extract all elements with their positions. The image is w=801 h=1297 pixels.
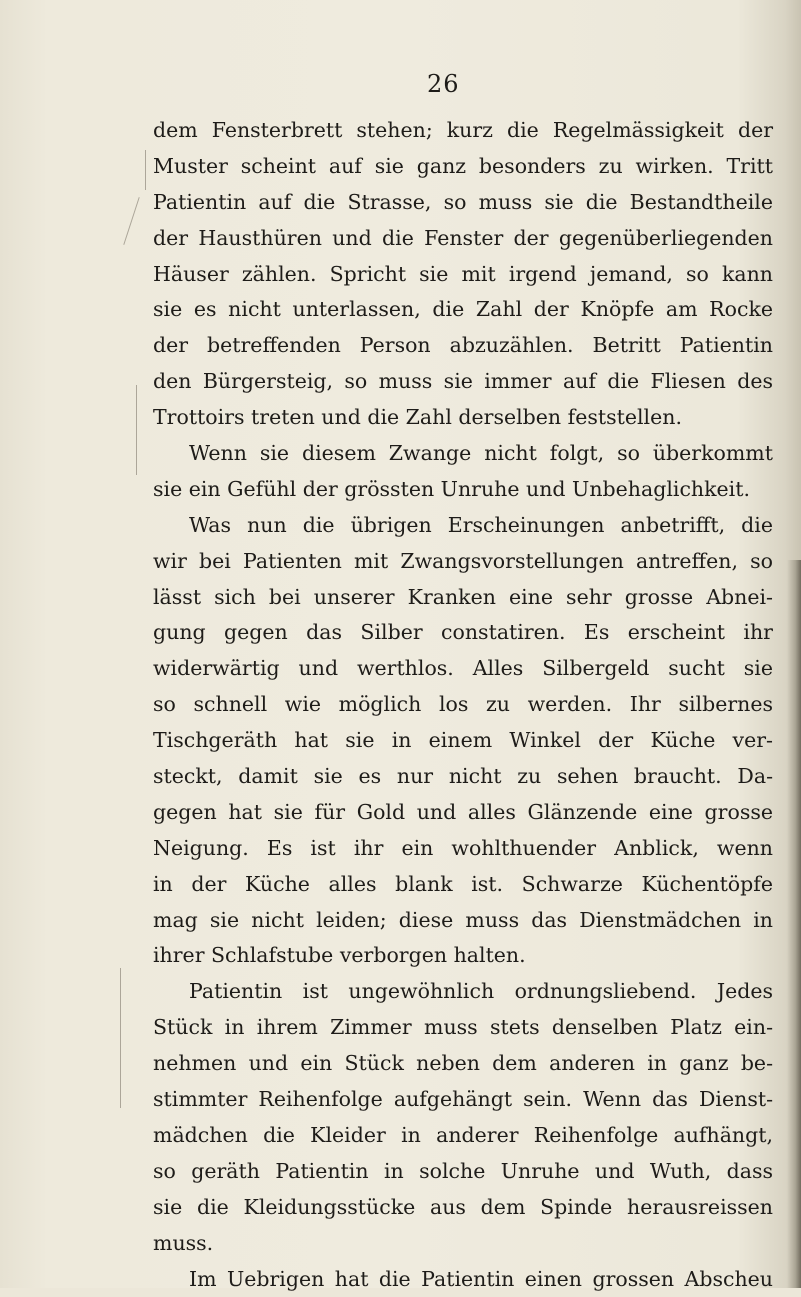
text-line: so geräth Patientin in solche Unruhe und Wuth, dass: [153, 1154, 773, 1190]
margin-pencil-mark: [120, 968, 121, 1108]
margin-pencil-mark: [123, 197, 139, 245]
text-line: sie ein Gefühl der grössten Unruhe und Unbehaglichkeit.: [153, 472, 773, 508]
text-line: Häuser zählen. Spricht sie mit irgend jemand, so kann: [153, 257, 773, 293]
text-line: gung gegen das Silber constatiren. Es erscheint ihr: [153, 615, 773, 651]
text-line: Muster scheint auf sie ganz besonders zu wirken. Tritt: [153, 149, 773, 185]
text-line: Stück in ihrem Zimmer muss stets denselben Platz ein-: [153, 1010, 773, 1046]
body-text: [153, 113, 773, 1297]
text-line: ihrer Schlafstube verborgen halten.: [153, 938, 773, 974]
text-line: der Hausthüren und die Fenster der gegenüberliegenden: [153, 221, 773, 257]
text-line: Tischgeräth hat sie in einem Winkel der Küche ver-: [153, 723, 773, 759]
text-line: mag sie nicht leiden; diese muss das Dienstmädchen in: [153, 903, 773, 939]
text-line: sie die Kleidungsstücke aus dem Spinde herausreissen: [153, 1190, 773, 1226]
text-line: muss.: [153, 1226, 773, 1262]
text-line: wir bei Patienten mit Zwangsvorstellungen antreffen, so: [153, 544, 773, 580]
text-line: Patientin ist ungewöhnlich ordnungsliebend. Jedes: [153, 974, 773, 1010]
text-line: Neigung. Es ist ihr ein wohlthuender Anblick, wenn: [153, 831, 773, 867]
page-number: 26: [427, 70, 460, 98]
text-line: stimmter Reihenfolge aufgehängt sein. Wenn das Dienst-: [153, 1082, 773, 1118]
text-line: Im Uebrigen hat die Patientin einen grossen Abscheu: [153, 1262, 773, 1297]
text-line: mädchen die Kleider in anderer Reihenfolge aufhängt,: [153, 1118, 773, 1154]
text-line: Was nun die übrigen Erscheinungen anbetrifft, die: [153, 508, 773, 544]
text-line: der betreffenden Person abzuzählen. Betritt Patientin: [153, 328, 773, 364]
text-line: so schnell wie möglich los zu werden. Ihr silbernes: [153, 687, 773, 723]
text-line: sie es nicht unterlassen, die Zahl der Knöpfe am Rocke: [153, 292, 773, 328]
text-line: gegen hat sie für Gold und alles Glänzende eine grosse: [153, 795, 773, 831]
text-line: Patientin auf die Strasse, so muss sie die Bestandtheile: [153, 185, 773, 221]
margin-pencil-mark: [136, 385, 137, 475]
text-line: in der Küche alles blank ist. Schwarze Küchentöpfe: [153, 867, 773, 903]
text-line: dem Fensterbrett stehen; kurz die Regelmässigkeit der: [153, 113, 773, 149]
text-line: nehmen und ein Stück neben dem anderen in ganz be-: [153, 1046, 773, 1082]
page-edge-shadow: [787, 560, 801, 1288]
text-line: den Bürgersteig, so muss sie immer auf die Fliesen des: [153, 364, 773, 400]
text-line: Wenn sie diesem Zwange nicht folgt, so überkommt: [153, 436, 773, 472]
margin-pencil-mark: [145, 150, 146, 190]
text-line: lässt sich bei unserer Kranken eine sehr grosse Abnei-: [153, 580, 773, 616]
text-line: Trottoirs treten und die Zahl derselben feststellen.: [153, 400, 773, 436]
text-line: widerwärtig und werthlos. Alles Silbergeld sucht sie: [153, 651, 773, 687]
text-line: steckt, damit sie es nur nicht zu sehen braucht. Da-: [153, 759, 773, 795]
